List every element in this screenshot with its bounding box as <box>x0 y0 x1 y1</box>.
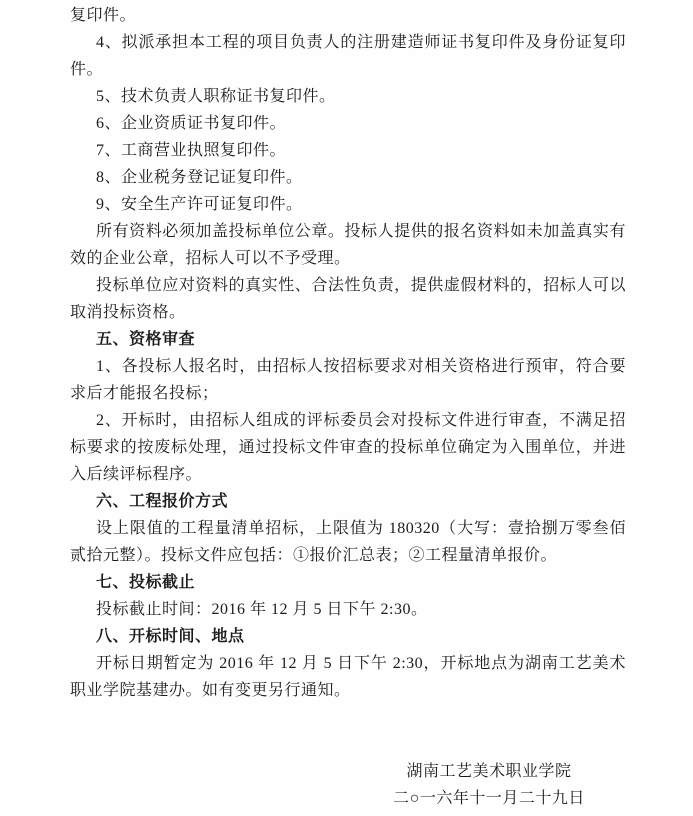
signature-organization: 湖南工艺美术职业学院 <box>406 763 572 780</box>
section-heading: 五、资格审查 <box>96 331 196 348</box>
document-paragraph: 所有资料必须加盖投标单位公章。投标人提供的报名资料如未加盖真实有效的企业公章，招标人可以不予受理。 <box>70 223 626 267</box>
signature-date: 二○一六年十一月二十九日 <box>393 790 585 807</box>
document-paragraph: 1、各投标人报名时，由招标人按招标要求对相关资格进行预审，符合要求后才能报名投标； <box>70 358 626 402</box>
section-heading: 七、投标截止 <box>96 574 196 591</box>
document-paragraph: 开标日期暂定为 2016 年 12 月 5 日下午 2:30，开标地点为湖南工艺美术职业学院基建办。如有变更另行通知。 <box>70 655 626 699</box>
signature-block <box>329 758 649 812</box>
document-paragraph: 2、开标时，由招标人组成的评标委员会对投标文件进行审查，不满足招标要求的按废标处理，通过投标文件审查的投标单位确定为入围单位，并进入后续评标程序。 <box>70 412 626 483</box>
document-paragraph: 7、工商营业执照复印件。 <box>96 142 287 159</box>
section-heading: 六、工程报价方式 <box>96 493 229 510</box>
document-body <box>70 2 626 812</box>
document-paragraph: 投标截止时间：2016 年 12 月 5 日下午 2:30。 <box>96 601 428 618</box>
document-paragraph: 4、拟派承担本工程的项目负责人的注册建造师证书复印件及身份证复印件。 <box>70 34 626 78</box>
document-paragraph: 8、企业税务登记证复印件。 <box>96 169 303 186</box>
document-paragraph: 设上限值的工程量清单招标，上限值为 180320（大写：壹拾捌万零叁佰贰拾元整）。投标文件应包括：①报价汇总表；②工程量清单报价。 <box>70 520 626 564</box>
section-heading: 八、开标时间、地点 <box>96 628 245 645</box>
document-paragraph: 9、安全生产许可证复印件。 <box>96 196 303 213</box>
document-paragraph: 6、企业资质证书复印件。 <box>96 115 287 132</box>
continuation-line: 复印件。 <box>70 7 137 24</box>
document-paragraph: 5、技术负责人职称证书复印件。 <box>96 88 336 105</box>
document-paragraph: 投标单位应对资料的真实性、合法性负责，提供虚假材料的，招标人可以取消投标资格。 <box>70 277 626 321</box>
